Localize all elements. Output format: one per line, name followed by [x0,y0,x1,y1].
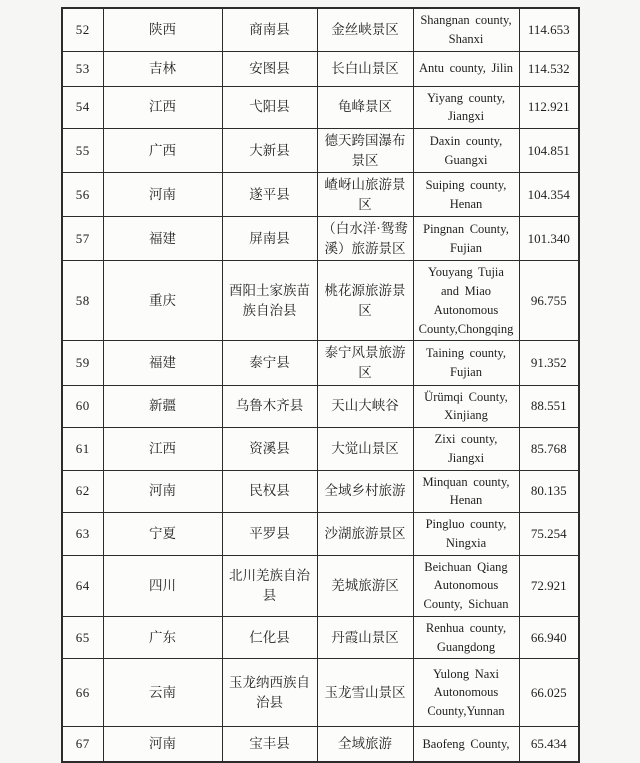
english-name-cell: Renhua county, Guangdong [413,616,519,659]
rank-cell: 67 [62,727,103,763]
table-row [62,385,579,428]
scenic-area-cell: 嵖岈山旅游景区 [317,173,413,217]
scenic-area-cell: 羌城旅游区 [317,555,413,616]
ranking-table-body [62,8,579,762]
rank-cell: 58 [62,261,103,341]
county-cell: 平罗县 [222,513,317,556]
scenic-area-cell: 天山大峡谷 [317,385,413,428]
english-name-cell: Yiyang county, Jiangxi [413,86,519,129]
english-name-cell: Minquan county, Henan [413,470,519,513]
english-name-cell: Pingluo county, Ningxia [413,513,519,556]
county-cell: 泰宁县 [222,341,317,385]
province-cell: 云南 [103,659,222,727]
table-row [62,261,579,341]
county-cell: 弋阳县 [222,86,317,129]
table-row [62,659,579,727]
score-cell: 114.653 [519,8,579,51]
province-cell: 宁夏 [103,513,222,556]
english-name-cell: Zixi county, Jiangxi [413,428,519,471]
score-cell: 66.940 [519,616,579,659]
rank-cell: 54 [62,86,103,129]
scenic-area-cell: 丹霞山景区 [317,616,413,659]
english-name-cell: Yulong Naxi Autonomous County,Yunnan [413,659,519,727]
province-cell: 河南 [103,727,222,763]
scenic-area-cell: 全域乡村旅游 [317,470,413,513]
score-cell: 112.921 [519,86,579,129]
province-cell: 福建 [103,341,222,385]
score-cell: 75.254 [519,513,579,556]
rank-cell: 64 [62,555,103,616]
province-cell: 河南 [103,173,222,217]
county-tourism-ranking-table [61,7,580,763]
province-cell: 江西 [103,428,222,471]
county-cell: 仁化县 [222,616,317,659]
rank-cell: 57 [62,217,103,261]
table-row [62,727,579,763]
table-row [62,173,579,217]
score-cell: 66.025 [519,659,579,727]
english-name-cell: Pingnan County, Fujian [413,217,519,261]
scenic-area-cell: 金丝峡景区 [317,8,413,51]
scenic-area-cell: 龟峰景区 [317,86,413,129]
county-cell: 宝丰县 [222,727,317,763]
english-name-cell: Ürümqi County, Xinjiang [413,385,519,428]
rank-cell: 56 [62,173,103,217]
county-cell: 乌鲁木齐县 [222,385,317,428]
county-cell: 屏南县 [222,217,317,261]
scenic-area-cell: 德天跨国瀑布景区 [317,129,413,173]
rank-cell: 62 [62,470,103,513]
rank-cell: 66 [62,659,103,727]
ranking-table-container [61,7,579,763]
score-cell: 91.352 [519,341,579,385]
province-cell: 广东 [103,616,222,659]
table-row [62,51,579,86]
score-cell: 104.354 [519,173,579,217]
rank-cell: 61 [62,428,103,471]
scenic-area-cell: 全域旅游 [317,727,413,763]
scenic-area-cell: 桃花源旅游景区 [317,261,413,341]
score-cell: 104.851 [519,129,579,173]
score-cell: 101.340 [519,217,579,261]
province-cell: 新疆 [103,385,222,428]
table-row [62,470,579,513]
province-cell: 陕西 [103,8,222,51]
province-cell: 福建 [103,217,222,261]
table-row [62,555,579,616]
english-name-cell: Baofeng County, [413,727,519,763]
score-cell: 96.755 [519,261,579,341]
rank-cell: 63 [62,513,103,556]
province-cell: 河南 [103,470,222,513]
english-name-cell: Antu county, Jilin [413,51,519,86]
province-cell: 广西 [103,129,222,173]
table-row [62,341,579,385]
english-name-cell: Suiping county, Henan [413,173,519,217]
score-cell: 114.532 [519,51,579,86]
scenic-area-cell: 大觉山景区 [317,428,413,471]
score-cell: 80.135 [519,470,579,513]
rank-cell: 53 [62,51,103,86]
rank-cell: 52 [62,8,103,51]
table-row [62,129,579,173]
table-row [62,616,579,659]
province-cell: 四川 [103,555,222,616]
county-cell: 玉龙纳西族自治县 [222,659,317,727]
county-cell: 遂平县 [222,173,317,217]
scenic-area-cell: 沙湖旅游景区 [317,513,413,556]
province-cell: 江西 [103,86,222,129]
score-cell: 88.551 [519,385,579,428]
county-cell: 民权县 [222,470,317,513]
score-cell: 65.434 [519,727,579,763]
county-cell: 安图县 [222,51,317,86]
rank-cell: 60 [62,385,103,428]
table-row [62,513,579,556]
county-cell: 商南县 [222,8,317,51]
english-name-cell: Shangnan county, Shanxi [413,8,519,51]
table-row [62,217,579,261]
county-cell: 酉阳土家族苗族自治县 [222,261,317,341]
province-cell: 吉林 [103,51,222,86]
english-name-cell: Taining county, Fujian [413,341,519,385]
scenic-area-cell: 泰宁风景旅游区 [317,341,413,385]
english-name-cell: Daxin county, Guangxi [413,129,519,173]
table-row [62,86,579,129]
province-cell: 重庆 [103,261,222,341]
county-cell: 北川羌族自治县 [222,555,317,616]
scenic-area-cell: （白水洋·鸳鸯溪）旅游景区 [317,217,413,261]
table-row [62,428,579,471]
table-row [62,8,579,51]
scenic-area-cell: 长白山景区 [317,51,413,86]
score-cell: 85.768 [519,428,579,471]
english-name-cell: Beichuan Qiang Autonomous County, Sichuan [413,555,519,616]
english-name-cell: Youyang Tujia and Miao Autonomous County,Chongqing [413,261,519,341]
rank-cell: 59 [62,341,103,385]
county-cell: 资溪县 [222,428,317,471]
scenic-area-cell: 玉龙雪山景区 [317,659,413,727]
rank-cell: 65 [62,616,103,659]
score-cell: 72.921 [519,555,579,616]
county-cell: 大新县 [222,129,317,173]
rank-cell: 55 [62,129,103,173]
